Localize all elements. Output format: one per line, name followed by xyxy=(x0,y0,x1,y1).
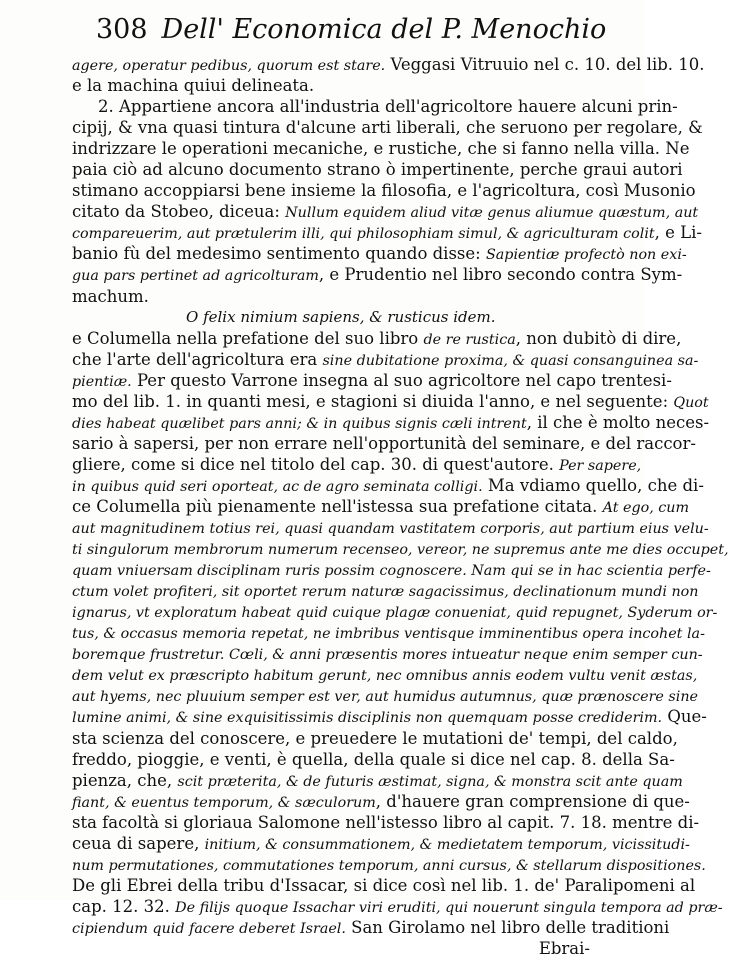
text-line xyxy=(72,664,698,685)
latin-quote: de re rustica xyxy=(423,331,516,348)
latin-quote: ctum volet profiteri, sit oportet rerum naturæ sagacissimus, declinationum mundi non xyxy=(72,584,699,601)
text-line xyxy=(72,159,683,180)
text-line xyxy=(72,896,723,917)
text-line xyxy=(72,54,705,75)
text-line xyxy=(72,180,696,201)
text-line xyxy=(72,854,706,875)
text-line xyxy=(72,412,710,433)
text-line xyxy=(72,622,705,643)
text-run: sta scienza del conoscere, e preuedere le mutationi de' tempi, del caldo, xyxy=(72,728,678,748)
text-line xyxy=(72,349,699,370)
text-run: e Columella nella prefatione del suo libro xyxy=(72,328,424,348)
latin-quote: pientiæ. xyxy=(72,373,132,390)
text-line xyxy=(72,222,702,243)
text-line xyxy=(72,96,678,117)
latin-quote: dem velut ex præscripto habitum gerunt, nec omnibus annis eodem vultu venit æstas, xyxy=(72,668,698,685)
text-line xyxy=(72,580,699,601)
latin-quote: aut hyems, nec pluuium semper est ver, aut humidus autumnus, quæ prænoscere sine xyxy=(72,689,699,706)
text-line xyxy=(72,475,704,496)
latin-quote: De filijs quoque Issachar viri eruditi, qui nouerunt singula tempora ad præ- xyxy=(175,899,723,916)
latin-quote: aut magnitudinem totius rei, quasi quandam vastitatem corporis, aut partium eius velu- xyxy=(72,521,709,538)
text-run: , il che è molto neces- xyxy=(526,412,710,432)
text-run: sario à sapersi, per non errare nell'opportunità del seminare, e del raccor- xyxy=(72,433,696,453)
latin-quote: boremque frustretur. Cœli, & anni præsentis mores intueatur neque enim semper cun- xyxy=(72,647,703,664)
text-run: , d'hauere gran comprensione di que- xyxy=(375,791,690,811)
text-run: De gli Ebrei della tribu d'Issacar, si dice così nel lib. 1. de' Paralipomeni al xyxy=(72,875,696,895)
latin-quote: quam vniuersam disciplinam ruris possim cognoscere. Nam qui se in hac scientia perfe- xyxy=(72,563,711,580)
text-line xyxy=(72,370,672,391)
latin-quote: agere, operatur pedibus, quorum est stare. xyxy=(72,58,386,74)
text-line xyxy=(72,875,696,896)
text-run: Que- xyxy=(662,707,707,727)
text-run: che l'arte dell'agricoltura era xyxy=(72,349,323,369)
latin-quote: Per sapere, xyxy=(559,457,642,474)
latin-quote: scit præterita, & de futuris æstimat, signa, & monstra scit ante quam xyxy=(177,773,683,790)
latin-quote: dies habeat quælibet pars anni; & in quibus signis cæli intrent xyxy=(72,415,527,432)
text-run: citato da Stobeo, diceua: xyxy=(72,202,286,222)
catchword xyxy=(72,938,608,959)
text-line xyxy=(72,391,709,412)
text-run: cipij, & vna quasi tintura d'alcune arti liberali, che seruono per regolare, & xyxy=(72,118,703,138)
latin-quote: gua pars pertinet ad agricolturam xyxy=(72,268,319,285)
text-run: machum. xyxy=(72,286,149,306)
text-line xyxy=(72,685,699,706)
text-line xyxy=(72,286,608,307)
text-line xyxy=(72,433,696,454)
text-run: paia ciò ad alcuno documento strano ò impertinente, perche graui autori xyxy=(72,160,683,180)
text-run: banio fù del medesimo sentimento quando disse: xyxy=(72,244,486,264)
text-line xyxy=(72,728,678,749)
latin-quote: cipiendum quid facere deberet Israel. xyxy=(72,920,346,937)
text-line xyxy=(72,496,690,517)
text-line xyxy=(72,538,729,559)
latin-quote: sine dubitatione proxima, & quasi consanguinea sa- xyxy=(322,352,699,369)
latin-quote: fiant, & euentus temporum, & sæculorum xyxy=(72,794,376,811)
text-run: , e Li- xyxy=(654,223,702,243)
text-line xyxy=(72,643,703,664)
text-run: Ebrai- xyxy=(538,938,590,958)
text-run: sta facoltà si gloriaua Salomone nell'istesso libro al capit. 7. 18. mentre di- xyxy=(72,812,700,832)
text-run: 2. Appartiene ancora all'industria dell'agricoltore hauere alcuni prin- xyxy=(98,97,678,117)
text-run: pienza, che, xyxy=(72,770,178,790)
latin-quote: At ego, cum xyxy=(602,499,690,516)
text-line xyxy=(72,833,690,854)
latin-quote: compareuerim, aut prætulerim illi, qui philosophiam simul, & agriculturam colit xyxy=(72,226,655,243)
text-line xyxy=(72,75,608,96)
latin-quote: lumine animi, & sine exquisitissimis disciplinis non quemquam posse crediderim. xyxy=(72,710,663,727)
text-run: ce Columella più pienamente nell'istessa sua prefatione citata. xyxy=(72,496,603,516)
text-line xyxy=(72,559,711,580)
latin-quote: initium, & consummationem, & medietatem temporum, vicissitudi- xyxy=(204,836,690,853)
text-line xyxy=(72,791,690,812)
latin-quote: tus, & occasus memoria repetat, ne imbribus ventisque imminentibus opera incohet la- xyxy=(72,626,705,643)
text-line xyxy=(72,812,700,833)
text-line xyxy=(72,601,718,622)
text-run: stimano accoppiarsi bene insieme la filosofia, e l'agricoltura, così Musonio xyxy=(72,181,696,201)
text-run: ceua di sapere, xyxy=(72,833,205,853)
text-run: , e Prudentio nel libro secondo contra Sym- xyxy=(318,265,683,285)
text-run: San Girolamo nel libro delle traditioni xyxy=(345,917,670,937)
text-run: cap. 12. 32. xyxy=(72,896,176,916)
latin-quote: Nullum equidem aliud vitæ genus aliumue quæstum, aut xyxy=(285,205,699,222)
page-body-text xyxy=(72,54,729,959)
text-line xyxy=(72,264,683,285)
text-line xyxy=(72,201,699,222)
text-line xyxy=(72,117,703,138)
text-line xyxy=(72,454,642,475)
text-line xyxy=(72,328,682,349)
text-line xyxy=(72,917,670,938)
text-line xyxy=(72,770,683,791)
text-run: e la machina quiui delineata. xyxy=(72,76,315,96)
latin-quote: ti singulorum membrorum numerum recenseo, vereor, ne supremus ante me dies occupet, xyxy=(72,542,729,559)
text-run: indrizzare le operationi mecaniche, e rustiche, che si fanno nella villa. Ne xyxy=(72,139,690,159)
text-run: gliere, come si dice nel titolo del cap. 30. di quest'autore. xyxy=(72,454,560,474)
text-line xyxy=(72,307,608,328)
text-line xyxy=(72,517,709,538)
page-number: 308 xyxy=(96,14,148,45)
text-run: mo del lib. 1. in quanti mesi, e stagioni si diuida l'anno, e nel seguente: xyxy=(72,391,674,411)
running-header xyxy=(96,12,616,48)
text-run: Veggasi Vitruuio nel c. 10. del lib. 10. xyxy=(385,55,705,74)
text-line xyxy=(72,706,707,727)
text-run: Per questo Varrone insegna al suo agricoltore nel capo trentesi- xyxy=(131,370,672,390)
text-run: O felix nimium sapiens, & rusticus idem. xyxy=(186,307,496,326)
latin-quote: in quibus quid seri oporteat, ac de agro seminata colligi. xyxy=(72,478,483,495)
text-run: Ma vdiamo quello, che di- xyxy=(482,475,704,495)
text-run: , non dubitò di dire, xyxy=(515,328,682,348)
text-line xyxy=(72,138,690,159)
latin-quote: ignarus, vt exploratum habeat quid cuique plagæ conueniat, quid repugnet, Syderum or- xyxy=(72,605,718,622)
latin-quote: Quot xyxy=(673,394,709,411)
text-line xyxy=(72,749,675,770)
latin-quote: Sapientiæ profectò non exi- xyxy=(485,247,687,264)
latin-quote: num permutationes, commutationes temporum, anni cursus, & stellarum dispositiones. xyxy=(72,857,706,874)
text-line xyxy=(72,243,687,264)
text-run: freddo, pioggie, e venti, è quella, della quale si dice nel cap. 8. della Sa- xyxy=(72,749,675,769)
running-title: Dell' Economica del P. Menochio xyxy=(161,14,607,45)
